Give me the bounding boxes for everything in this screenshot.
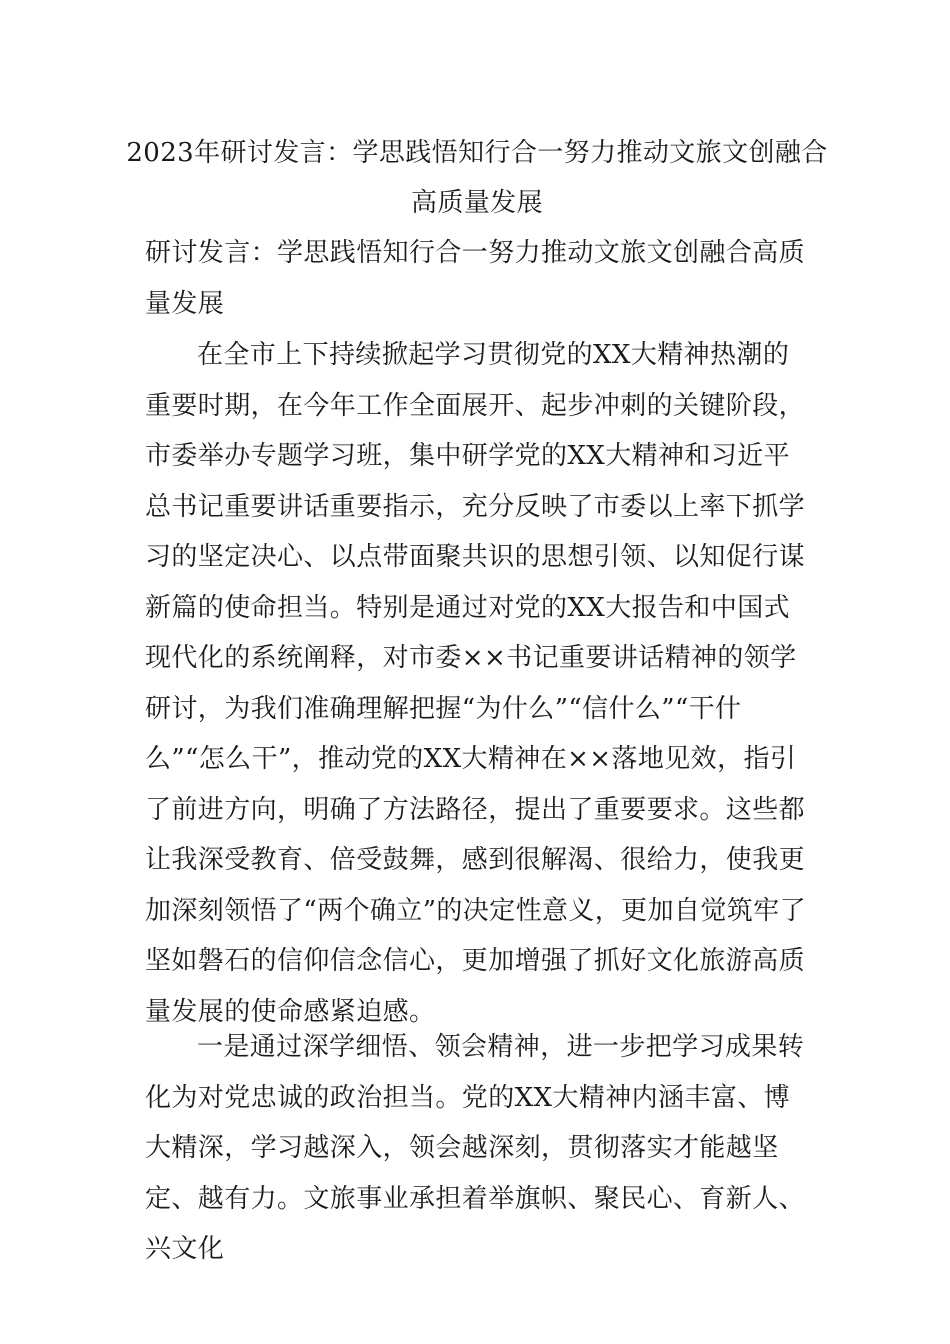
paragraph-2: 一是通过深学细悟、领会精神，进一步把学习成果转化为对党忠诚的政治担当。党的XX大精神内涵丰富、博大精深，学习越深入，领会越深刻，贯彻落实才能越坚定、越有力。文旅事业承担着举旗帜、聚民心、育新人、兴文化 (145, 1032, 806, 1264)
paragraph-1: 在全市上下持续掀起学习贯彻党的XX大精神热潮的重要时期，在今年工作全面展开、起步冲刺的关键阶段，市委举办专题学习班，集中研学党的XX大精神和习近平总书记重要讲话重要指示，充分反映了市委以上率下抓学习的坚定决心、以点带面聚共识的思想引领、以知促行谋新篇的使命担当。特别是通过对党的XX大报告和中国式现代化的系统阐释，对市委××书记重要讲话精神的领学研讨，为我们准确理解把握“为什么”“信什么”“干什么”“怎么干”，推动党的XX大精神在××落地见效，指引了前进方向，明确了方法路径，提出了重要要求。这些都让我深受教育、倍受鼓舞，感到很解渴、很给力，使我更加深刻领悟了“两个确立”的决定性意义，更加自觉筑牢了坚如磐石的信仰信念信心，更加增强了抓好文化旅游高质量发展的使命感紧迫感。 (145, 340, 806, 1027)
document-title: 2023年研讨发言：学思践悟知行合一努力推动文旅文创融合高质量发展 (126, 138, 828, 218)
document-subtitle: 研讨发言：学思践悟知行合一努力推动文旅文创融合高质量发展 (145, 238, 806, 319)
